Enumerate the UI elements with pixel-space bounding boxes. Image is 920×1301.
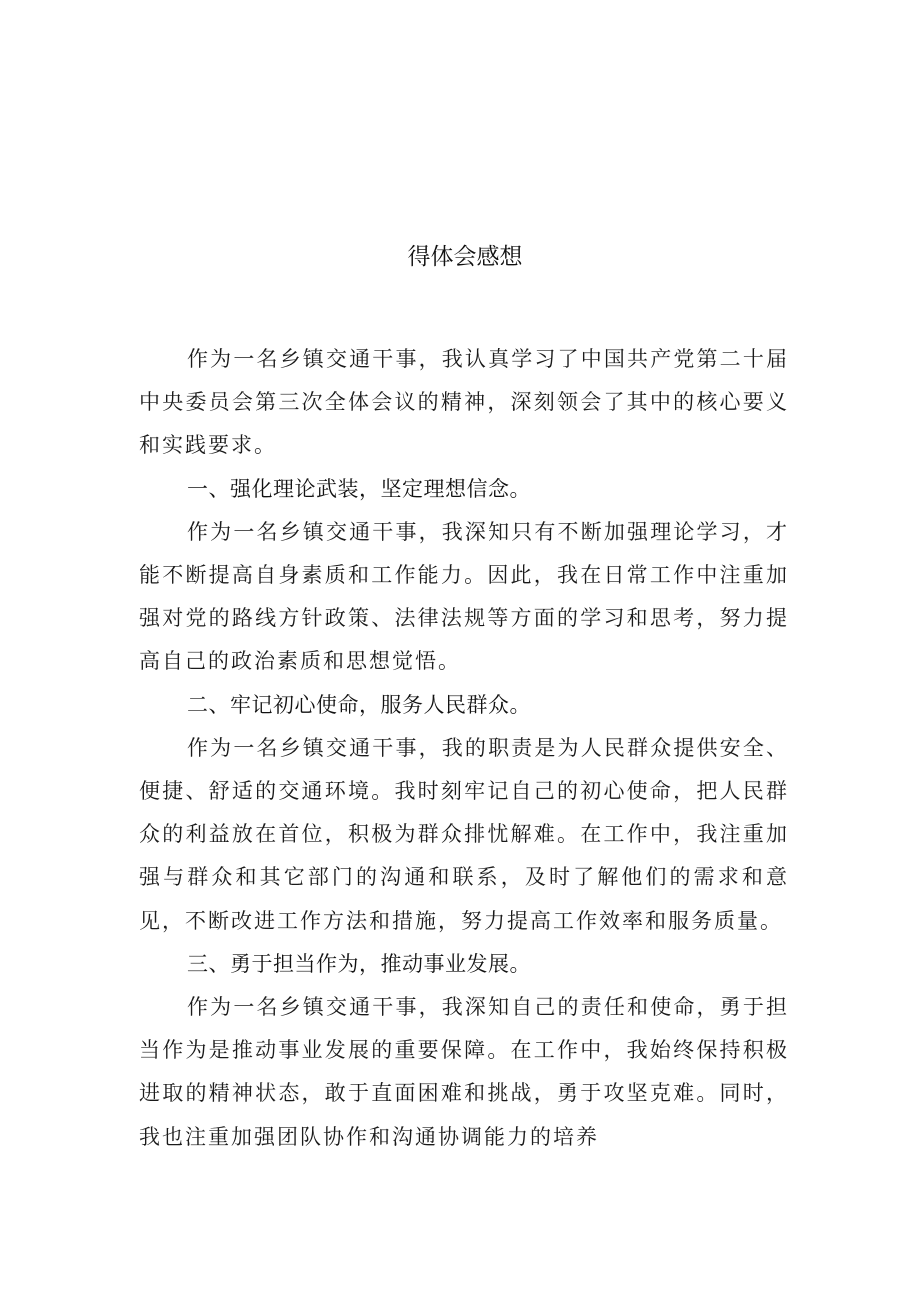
section-body-1: 作为一名乡镇交通干事，我深知只有不断加强理论学习，才能不断提高自身素质和工作能力。因此，我在日常工作中注重加强对党的路线方针政策、法律法规等方面的学习和思考，努力提高自己的政治素质和思想觉悟。 bbox=[139, 519, 789, 674]
section-body-3: 作为一名乡镇交通干事，我深知自己的责任和使命，勇于担当作为是推动事业发展的重要保障。在工作中，我始终保持积极进取的精神状态，敢于直面困难和挑战，勇于攻坚克难。同时，我也注重加强团队协作和沟通协调能力的培养 bbox=[139, 995, 789, 1149]
document-body bbox=[139, 338, 789, 1159]
document-title: 得体会感想 bbox=[407, 244, 523, 270]
section-body-2: 作为一名乡镇交通干事，我的职责是为人民群众提供安全、便捷、舒适的交通环境。我时刻牢记自己的初心使命，把人民群众的利益放在首位，积极为群众排忧解难。在工作中，我注重加强与群众和其它部门的沟通和联系，及时了解他们的需求和意见，不断改进工作方法和措施，努力提高工作效率和服务质量。 bbox=[139, 735, 789, 933]
section-heading-1: 一、强化理论武装，坚定理想信念。 bbox=[187, 476, 531, 501]
section-heading-3: 三、勇于担当作为，推动事业发展。 bbox=[187, 951, 531, 976]
section-heading-2: 二、牢记初心使命，服务人民群众。 bbox=[187, 692, 531, 717]
intro-paragraph: 作为一名乡镇交通干事，我认真学习了中国共产党第二十届中央委员会第三次全体会议的精神，深刻领会了其中的核心要义和实践要求。 bbox=[139, 347, 789, 458]
